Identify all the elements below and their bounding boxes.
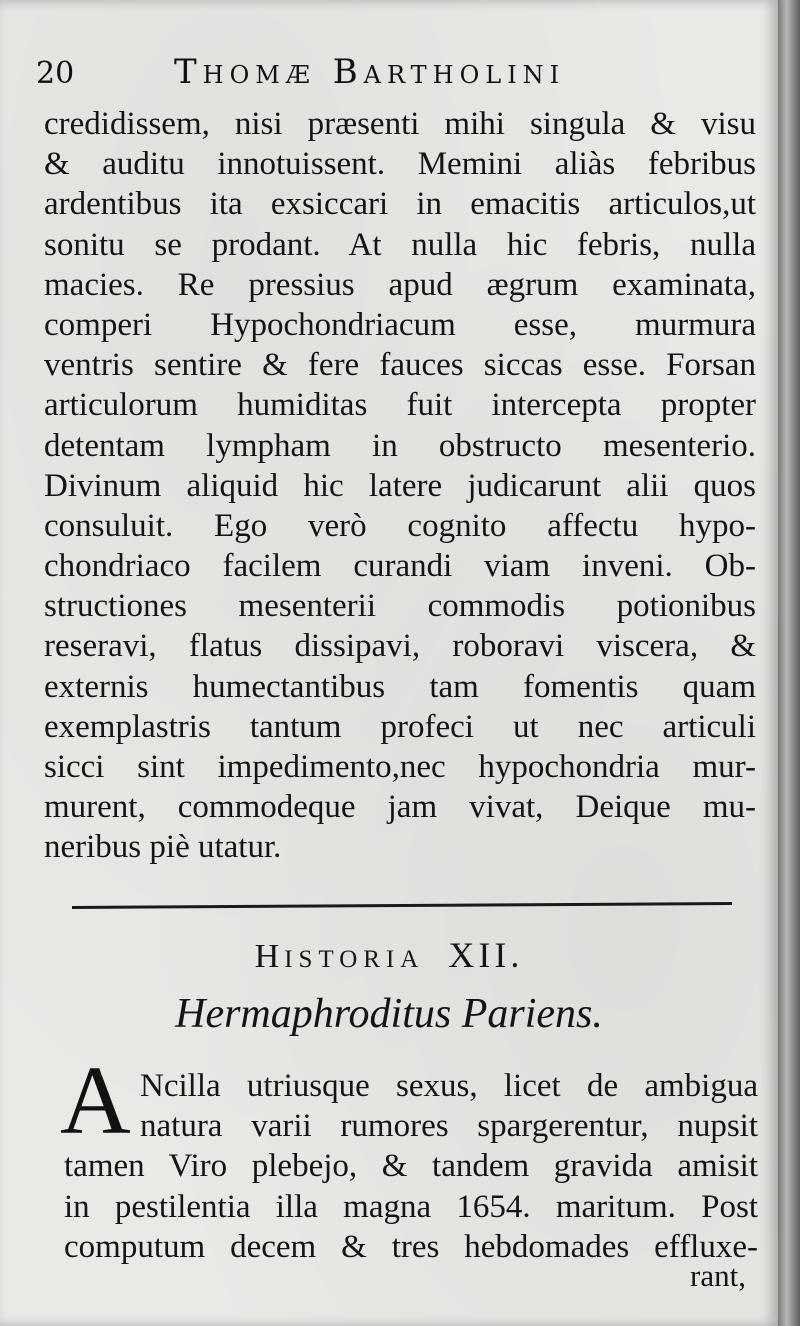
text-line: comperi Hypochondriacum esse, murmura: [44, 306, 756, 343]
running-title: Thomæ Bartholini: [174, 52, 566, 92]
text-line: macies. Re pressius apud ægrum examinata,: [44, 266, 756, 303]
text-line: reseravi, flatus dissipavi, roboravi viscera, &: [44, 628, 756, 665]
text-line: exemplastris tantum profeci ut nec articuli: [44, 708, 756, 745]
text-line: structiones mesenterii commodis potionibus: [44, 588, 756, 625]
book-gutter: [778, 0, 800, 1326]
text-line: chondriaco facilem curandi viam inveni. Ob-: [44, 548, 756, 585]
section-subtitle: Hermaphroditus Pariens.: [175, 991, 603, 1037]
text-line: credidissem, nisi præsenti mihi singula & visu: [44, 106, 756, 142]
text-line: & auditu innotuissent. Memini aliàs febribus: [44, 146, 756, 183]
catchword: rant,: [690, 1258, 746, 1293]
text-line: computum decem & tres hebdomades effluxe-: [64, 1228, 758, 1265]
text-line: sicci sint impedimento,nec hypochondria mur-: [44, 749, 756, 785]
running-head: [36, 52, 736, 96]
text-line: detentam lympham in obstructo mesenterio.: [44, 427, 756, 464]
page-number: 20: [36, 56, 75, 91]
section-divider: [72, 902, 732, 909]
text-line: natura varii rumores spargerentur, nupsit: [140, 1108, 758, 1145]
section-heading-initial: H: [254, 938, 285, 975]
text-line: murent, commodeque jam vivat, Deique mu-: [44, 789, 756, 826]
section-number: XII.: [448, 935, 524, 975]
text-line: tamen Viro plebejo, & tandem gravida amisit: [64, 1148, 758, 1185]
paragraph-body-2: [64, 1066, 758, 1267]
text-line: Divinum aliquid hic latere judicarunt alii quos: [44, 467, 756, 504]
section-heading: [0, 934, 778, 976]
text-line: externis humectantibus tam fomentis quam: [44, 668, 756, 705]
drop-cap: A: [60, 1047, 131, 1155]
paragraph-body: [44, 104, 756, 868]
text-line: sonitu se prodant. At nulla hic febris, nulla: [44, 226, 756, 263]
text-line: in pestilentia illa magna 1654. maritum. Post: [64, 1188, 758, 1225]
text-line: Ncilla utriusque sexus, licet de ambigua: [140, 1068, 758, 1104]
text-line: consuluit. Ego verò cognito affectu hypo-: [44, 507, 756, 544]
text-line: neribus piè utatur.: [44, 829, 282, 866]
text-line: ventris sentire & fere fauces siccas esse. Forsan: [44, 347, 756, 384]
text-line: articulorum humiditas fuit intercepta propter: [44, 387, 756, 424]
text-line: ardentibus ita exsiccari in emacitis articulos,ut: [44, 186, 756, 223]
section-heading-word: ISTORIA: [284, 946, 425, 973]
